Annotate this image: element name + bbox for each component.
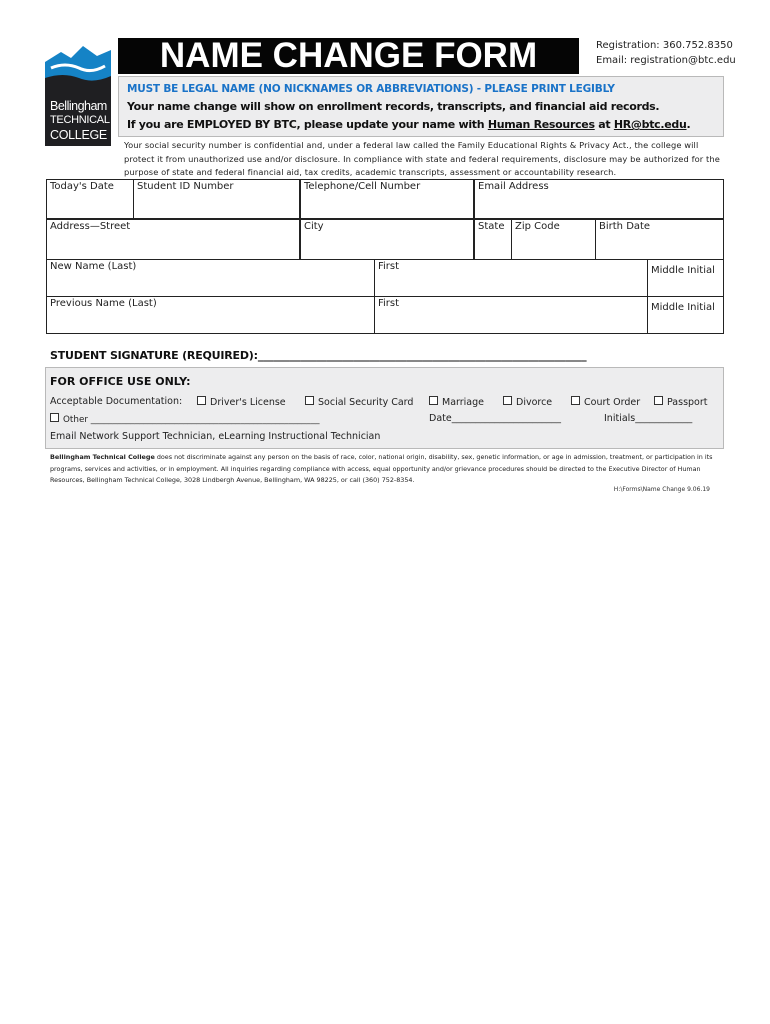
other-option[interactable] — [50, 413, 320, 425]
divorce-label: Divorce — [516, 397, 553, 408]
logo-line-2: TECHNICAL — [50, 114, 110, 126]
acceptable-docs-label: Acceptable Documentation: — [50, 396, 183, 407]
employee-notice-text: If you are EMPLOYED BY BTC, please update your name with — [127, 118, 488, 131]
new-first-name-label: First — [378, 261, 400, 272]
hr-email-link[interactable]: HR@btc.edu — [613, 118, 687, 131]
office-staff-text: Email Network Support Technician, eLearning Instructional Technician — [50, 431, 381, 442]
new-first-name-field[interactable] — [374, 259, 648, 297]
address-field[interactable] — [46, 219, 300, 260]
new-middle-initial-label: Middle Initial — [651, 265, 715, 276]
checkbox-icon[interactable] — [503, 396, 512, 405]
footer-org-name: Bellingham Technical College — [50, 453, 155, 461]
zip-field[interactable] — [511, 219, 596, 260]
state-label: State — [478, 221, 505, 232]
new-last-name-label: New Name (Last) — [50, 261, 137, 272]
student-id-field[interactable] — [133, 179, 300, 219]
marriage-option[interactable] — [429, 396, 484, 408]
office-initials-line[interactable]: Initials____________ — [604, 413, 693, 424]
previous-middle-initial-field[interactable] — [647, 296, 724, 334]
student-id-label: Student ID Number — [137, 181, 234, 192]
court-order-label: Court Order — [584, 397, 641, 408]
file-reference: H:\Forms\Name Change 9.06.19 — [613, 486, 710, 493]
previous-first-name-label: First — [378, 298, 400, 309]
footer-text: does not discriminate against any person on the basis of race, color, national origin, disability, sex, genetic information, or age in admission, treatment, or participation in its programs, services and activities, or in employment. All inquiries regarding compliance with access, equal opportunity and/or grievance procedures should be directed to the Executive Director of Human Resources, Bellingham Technical College, 3028 Lindbergh Avenue, Bellingham, WA 98225, or call (360) 752-8354. — [50, 453, 713, 484]
birth-date-label: Birth Date — [599, 221, 651, 232]
address-label: Address—Street — [50, 221, 131, 232]
previous-last-name-label: Previous Name (Last) — [50, 298, 157, 309]
checkbox-icon[interactable] — [429, 396, 438, 405]
human-resources-link[interactable]: Human Resources — [487, 118, 595, 131]
email-field[interactable] — [474, 179, 724, 219]
office-date-line[interactable]: Date_______________________ — [429, 413, 561, 424]
city-label: City — [304, 221, 324, 232]
contact-email[interactable]: Email: registration@btc.edu — [596, 55, 736, 66]
social-security-card-label: Social Security Card — [318, 397, 414, 408]
previous-first-name-field[interactable] — [374, 296, 648, 334]
employee-notice-at: at — [594, 118, 614, 131]
checkbox-icon[interactable] — [50, 413, 59, 422]
checkbox-icon[interactable] — [305, 396, 314, 405]
page-title: NAME CHANGE FORM — [118, 38, 579, 74]
phone-field[interactable] — [300, 179, 474, 219]
employee-notice — [127, 118, 690, 131]
todays-date-label: Today's Date — [50, 181, 114, 192]
social-security-card-option[interactable] — [305, 396, 413, 408]
todays-date-field[interactable] — [46, 179, 134, 219]
privacy-statement: Your social security number is confidential and, under a federal law called the Family Educational Rights & Privacy Act., the college will protect it from unauthorized use and/or disclosure. In compliance with state and federal requirements, disclosure may be authorized for the purpose of state and federal financial aid, tax credits, academic transcripts, assessment or accountability research. — [124, 140, 720, 177]
state-field[interactable] — [474, 219, 512, 260]
new-last-name-field[interactable] — [46, 259, 375, 297]
court-order-option[interactable] — [571, 396, 640, 408]
office-use-title: FOR OFFICE USE ONLY: — [50, 375, 191, 388]
passport-option[interactable] — [654, 396, 708, 408]
logo-line-1: Bellingham — [50, 99, 107, 113]
office-use-panel — [45, 367, 724, 449]
checkbox-icon[interactable] — [654, 396, 663, 405]
email-label: Email Address — [478, 181, 549, 192]
mountain-logo-icon — [45, 38, 111, 98]
drivers-license-label: Driver's License — [210, 397, 286, 408]
divorce-option[interactable] — [503, 396, 552, 408]
new-middle-initial-field[interactable] — [647, 259, 724, 297]
city-field[interactable] — [300, 219, 474, 260]
legal-name-warning: MUST BE LEGAL NAME (NO NICKNAMES OR ABBREVIATIONS) - PLEASE PRINT LEGIBLY — [127, 83, 615, 95]
employee-notice-end: . — [686, 118, 691, 131]
checkbox-icon[interactable] — [571, 396, 580, 405]
passport-label: Passport — [667, 397, 708, 408]
drivers-license-option[interactable] — [197, 396, 286, 408]
college-logo — [45, 38, 111, 146]
birth-date-field[interactable] — [595, 219, 724, 260]
contact-info — [596, 38, 736, 68]
other-label: Other ____________________________________________________ — [63, 415, 320, 425]
previous-middle-initial-label: Middle Initial — [651, 302, 715, 313]
nondiscrimination-statement — [50, 452, 725, 487]
logo-line-3: COLLEGE — [50, 128, 107, 142]
student-signature-line[interactable]: STUDENT SIGNATURE (REQUIRED):______________________________________________________________ — [50, 349, 587, 362]
phone-label: Telephone/Cell Number — [304, 181, 421, 192]
checkbox-icon[interactable] — [197, 396, 206, 405]
records-notice: Your name change will show on enrollment records, transcripts, and financial aid records. — [127, 100, 660, 113]
zip-label: Zip Code — [515, 221, 560, 232]
contact-phone: Registration: 360.752.8350 — [596, 40, 733, 51]
previous-last-name-field[interactable] — [46, 296, 375, 334]
marriage-label: Marriage — [442, 397, 484, 408]
notice-panel — [118, 76, 724, 137]
